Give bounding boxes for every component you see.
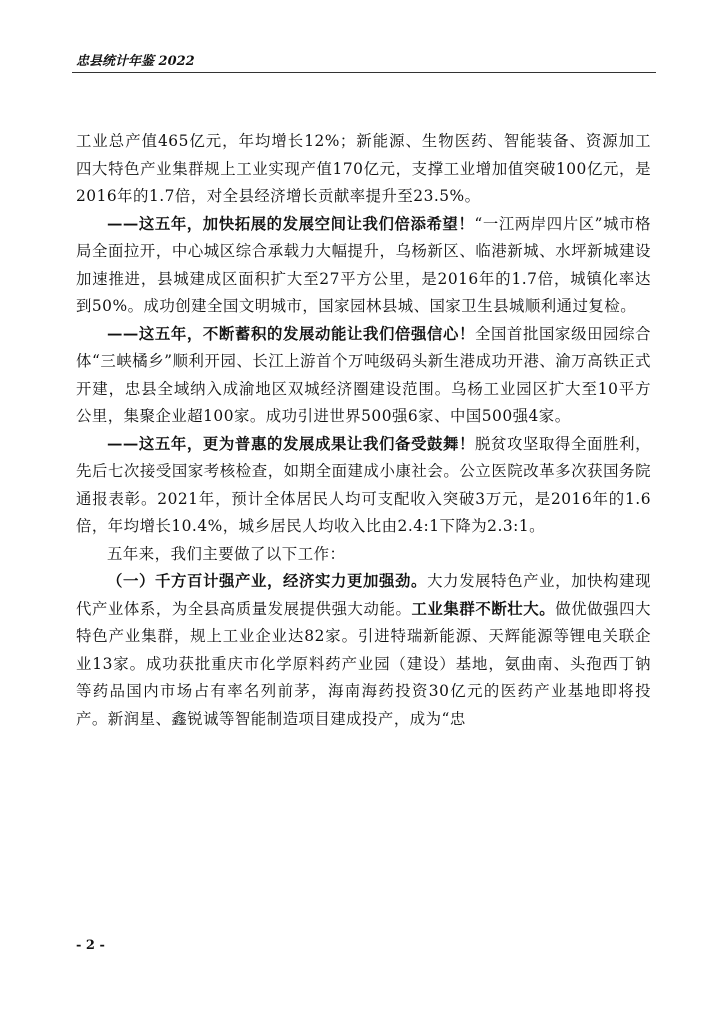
paragraph-text: 脱贫攻坚取得全面胜利，先后七次接受国家考核检查，如期全面建成小康社会。公立医院改革多次获国务院通报表彰。2021年，预计全体居民人均可支配收入突破3万元，是2016年的1.6倍，年均增长10.4%，城乡居民人均收入比由2.4:1下降为2.3:1。: [76, 434, 651, 535]
paragraph-1: [76, 128, 651, 211]
header-rule: [72, 72, 656, 73]
page-number: - 2 -: [76, 938, 105, 953]
paragraph-text: 工业总产值465亿元，年均增长12%；新能源、生物医药、智能装备、资源加工四大特色产业集群规上工业实现产值170亿元，支撑工业增加值突破100亿元，是2016年的1.7倍，对全县经济增长贡献率提升至23.5%。: [76, 132, 651, 205]
body-text: [76, 128, 651, 733]
page-header-title: 忠县统计年鉴 2022: [76, 54, 195, 69]
paragraph-6: [76, 568, 651, 733]
paragraph-lead: ——这五年，加快拓展的发展空间让我们倍添希望！: [107, 214, 475, 233]
paragraph-sublead: 工业集群不断壮大。: [411, 599, 556, 618]
paragraph-text-continued: 做优做强四大特色产业集群，规上工业企业达82家。引进特瑞新能源、天辉能源等锂电关联企业13家。成功获批重庆市化学原料药产业园（建设）基地，氨曲南、头孢西丁钠等药品国内市场占有率名列前茅，海南海药投资30亿元的医药产业基地即将投产。新润星、鑫锐诚等智能制造项目建成投产，成为“忠: [76, 599, 651, 728]
paragraph-5: [76, 541, 651, 569]
paragraph-4: [76, 431, 651, 541]
paragraph-lead: ——这五年，不断蓄积的发展动能让我们倍强信心！: [107, 324, 476, 343]
paragraph-text: 全国首批国家级田园综合体“三峡橘乡”顺利开园、长江上游首个万吨级码头新生港成功开港、渝万高铁正式开建，忠县全域纳入成渝地区双城经济圈建设范围。乌杨工业园区扩大至10平方公里，集聚企业超100家。成功引进世界500强6家、中国500强4家。: [76, 324, 651, 425]
paragraph-lead: ——这五年，更为普惠的发展成果让我们备受鼓舞！: [107, 434, 476, 453]
paragraph-lead: （一）千方百计强产业，经济实力更加强劲。: [107, 572, 428, 590]
paragraph-text: 大力发展特色产业，加快构建现代产业体系，为全县高质量发展提供强大动能。: [76, 572, 651, 618]
paragraph-3: [76, 321, 651, 431]
paragraph-text: 五年来，我们主要做了以下工作：: [107, 544, 346, 563]
paragraph-text: “一江两岸四片区”城市格局全面拉开，中心城区综合承载力大幅提升，乌杨新区、临港新城、水坪新城建设加速推进，县城建成区面积扩大至27平方公里，是2016年的1.7倍，城镇化率达到50%。成功创建全国文明城市，国家园林县城、国家卫生县城顺利通过复检。: [76, 214, 651, 315]
paragraph-2: [76, 211, 651, 321]
